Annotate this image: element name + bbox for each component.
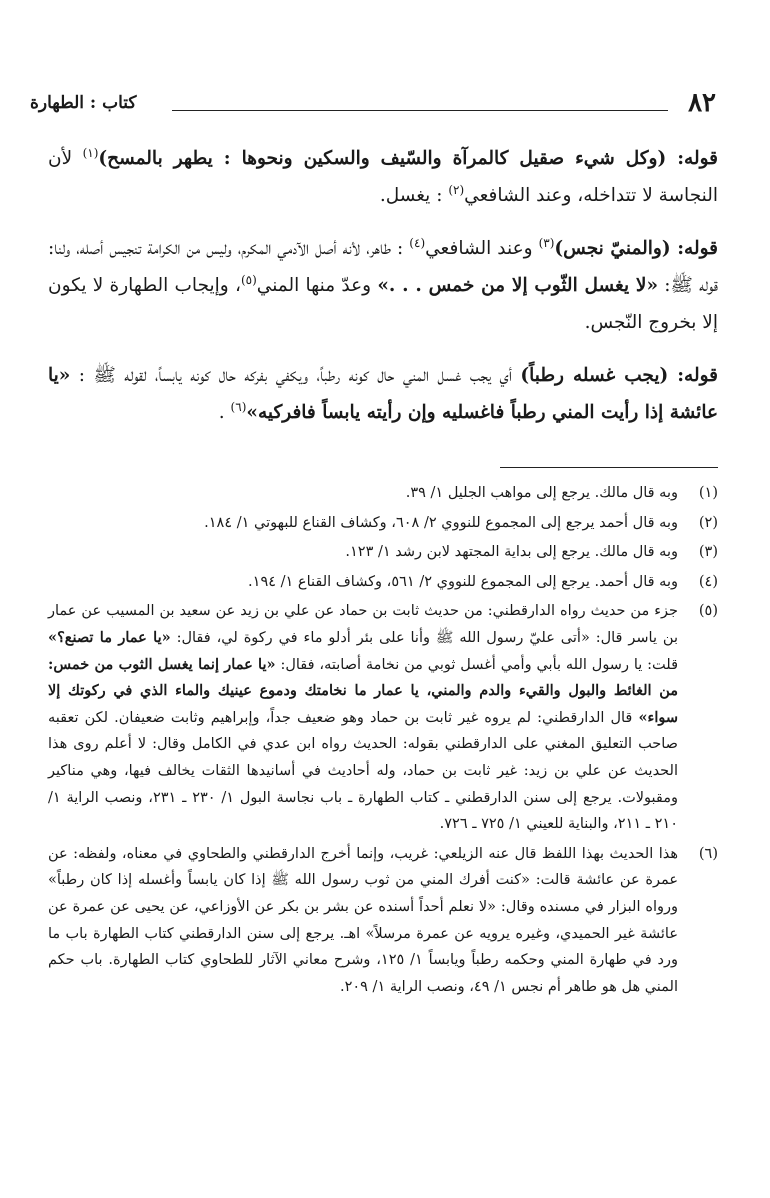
footnote-text: وبه قال مالك. يرجع إلى مواهب الجليل ١/ ٣٩. — [405, 485, 678, 501]
paragraph-text: . — [218, 402, 231, 423]
footnote-number: (٥) — [698, 603, 718, 620]
quote-lead: قوله: (وكل شيء صقيل كالمرآة والسّيف والسكين ونحوها : يطهر بالمسح) — [98, 148, 718, 169]
footnote-6 — [48, 841, 718, 1001]
footnote-ref: (١) — [82, 145, 99, 160]
footnote-ref: (٣) — [538, 235, 555, 250]
footnote-hadith: «يا عمار ما تصنع؟» — [48, 628, 171, 646]
footnote-5 — [48, 598, 718, 837]
main-text — [48, 140, 718, 447]
header-rule — [172, 110, 668, 111]
footnote-2 — [48, 510, 718, 537]
paragraph-text: ، وإيجاب الطهارة لا يكون إلا بخروج النّجس. — [48, 275, 718, 333]
footnote-text-part: قال الدارقطني: لم يروه غير ثابت بن حماد وهو ضعيف جداً، وإبراهيم وثابت ضعيفان. لكن تعقبه صاحب التعليق المغني على الدارقطني بقوله: الحديث رواه ابن عدي في الكامل وقال: لا أعلم روى هذا الحديث عن علي بن زيد: غير ثابت بن حماد، وله أحاديث في أسانيدها الثقات يخالف فيها، وهي مناكير ومقبولات. يرجع إلى سنن الدارقطني ـ كتاب الطهارة ـ باب نجاسة البول ١/ ٢٣٠ ـ ٢٣١، ونصب الراية ١/ ٢١٠ ـ ٢١١، والبناية للعيني ١/ ٧٢٥ ـ ٧٢٦. — [48, 709, 679, 833]
footnote-ref: (٤) — [409, 235, 426, 250]
footnote-text: وبه قال مالك. يرجع إلى بداية المجتهد لابن رشد ١/ ١٢٣. — [345, 544, 678, 561]
paragraph-3 — [48, 357, 718, 431]
footnote-text — [48, 598, 678, 837]
footnotes — [48, 480, 718, 1003]
hadith-quote: «يا عائشة إذا رأيت المني رطباً فاغسليه وإن رأيته يابساً فافركيه» — [48, 365, 718, 423]
footnote-ref: (٥) — [240, 272, 257, 287]
paragraph-2 — [48, 230, 718, 341]
chapter-title: كتاب : الطهارة — [30, 93, 137, 113]
footnote-text-part: قلت: يا رسول الله بأبي وأمي أغسل ثوبي من نخامة أصابته، فقال: — [275, 656, 678, 673]
footnote-divider — [500, 467, 718, 468]
footnote-1 — [48, 480, 718, 507]
footnote-number: (١) — [698, 485, 718, 501]
footnote-number: (٤) — [698, 573, 718, 590]
footnote-number: (٦) — [698, 845, 718, 862]
footnote-ref: (٦) — [230, 399, 247, 414]
paragraph-text: : طاهر، لأنه أصل الآدمي المكرم، وليس من الكرامة تنجيس أصله، ولنا: قوله ﷺ: — [48, 238, 719, 296]
hadith-quote: «لا يغسل الثّوب إلا من خمس . . .» — [377, 275, 659, 296]
footnote-number: (٢) — [698, 514, 718, 531]
paragraph-text: وعند الشافعي — [425, 238, 539, 259]
paragraph-text: لأن النجاسة لا تتداخله، وعند الشافعي — [48, 148, 718, 206]
footnote-4 — [48, 569, 718, 596]
paragraph-1 — [48, 140, 718, 214]
footnote-text: وبه قال أحمد. يرجع إلى المجموع للنووي ٢/ ٥٦١، وكشاف القناع ١/ ١٩٤. — [248, 573, 678, 590]
footnote-number: (٣) — [698, 544, 718, 561]
quote-lead: قوله: (والمنيّ نجس) — [554, 238, 718, 259]
footnote-text: وبه قال أحمد يرجع إلى المجموع للنووي ٢/ ٦٠٨، وكشاف القناع للبهوتي ١/ ١٨٤. — [204, 514, 678, 531]
footnote-ref: (٢) — [448, 182, 465, 197]
page-number: ٨٢ — [688, 88, 716, 118]
paragraph-text: : يغسل. — [379, 185, 449, 206]
paragraph-text: أي يجب غسل المني حال كونه رطباً، ويكفي بفركه حال كونه يابساً، لقوله ﷺ : — [70, 365, 521, 386]
footnote-3 — [48, 539, 718, 566]
page-header — [30, 88, 716, 122]
paragraph-text: وعدّ منها المني — [256, 275, 378, 296]
footnote-hadith: «يا عمار إنما يغسل الثوب من خمس: من الغائط والبول والقيء والدم والمني، يا عمار ما نخامتك ودموع عينيك والماء الذي في ركوتك إلا سواء» — [48, 655, 678, 726]
footnote-text: هذا الحديث بهذا اللفظ قال عنه الزيلعي: غريب، وإنما أخرج الدارقطني والطحاوي في معناه، ولفظه: عن عمرة عن عائشة قالت: «كنت أفرك المني من ثوب رسول الله ﷺ إذا كان يابساً وأغسله إذا كان رطباً» ورواه البزار في مسنده وقال: «لا نعلم أحداً أسنده عن بشر بن بكر عن الأوزاعي، عن يحيى عن عمرة عن عائشة غير الحميدي، وغيره يرويه عن عمرة مرسلاً» اهـ. يرجع إلى سنن الدارقطني كتاب الطهارة باب ما ورد في طهارة المني وحكمه رطباً ويابساً ١/ ١٢٥، وشرح معاني الآثار للطحاوي كتاب الطهارة. باب حكم المني هل هو طاهر أم نجس ١/ ٤٩، ونصب الراية ١/ ٢٠٩. — [48, 845, 678, 995]
quote-lead: قوله: (يجب غسله رطباً) — [520, 365, 719, 386]
footnote-text-part: جزء من حديث رواه الدارقطني: من حديث ثابت بن حماد عن علي بن زيد عن سعيد بن المسيب عن عمار بن ياسر قال: «أتى عليّ رسول الله ﷺ وأنا على بئر أدلو ماء في ركوة لي، فقال: — [48, 603, 678, 646]
